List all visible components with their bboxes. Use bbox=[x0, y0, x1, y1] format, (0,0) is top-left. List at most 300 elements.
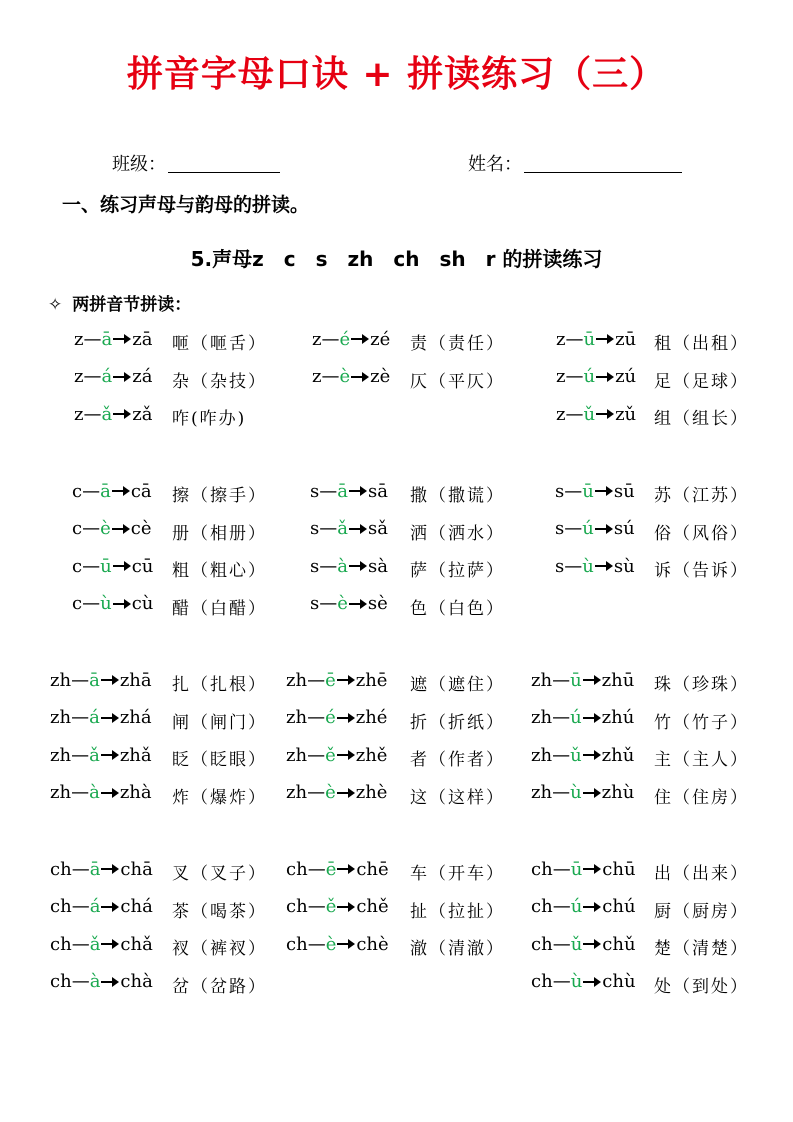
pinyin-formula bbox=[50, 700, 152, 736]
final-vowel: ù bbox=[570, 971, 583, 993]
join-dash: — bbox=[552, 782, 571, 804]
initial: s bbox=[310, 480, 320, 502]
final-vowel: ā bbox=[101, 328, 113, 350]
final-vowel: ù bbox=[100, 593, 112, 615]
character-word: 册（相册） bbox=[172, 523, 267, 544]
join-dash: — bbox=[307, 744, 326, 766]
initial: zh bbox=[531, 782, 553, 804]
initial: z bbox=[312, 366, 322, 388]
join-dash: — bbox=[552, 971, 571, 993]
worksheet-title: 拼音字母口诀 + 拼读练习（三） bbox=[126, 54, 667, 95]
initial: s bbox=[555, 555, 565, 577]
arrow-icon bbox=[101, 754, 117, 756]
arrow-icon bbox=[583, 868, 599, 870]
pinyin-formula bbox=[286, 700, 387, 736]
character-word: 扯（拉扯） bbox=[410, 901, 505, 922]
initial: z bbox=[556, 328, 566, 350]
join-dash: — bbox=[564, 555, 583, 577]
syllable-result: sǎ bbox=[367, 518, 388, 540]
character-word: 楚（清楚） bbox=[654, 939, 749, 960]
arrow-icon bbox=[113, 338, 129, 340]
final-vowel: è bbox=[100, 518, 111, 540]
final-vowel: ū bbox=[582, 480, 594, 502]
initial: c bbox=[72, 518, 83, 540]
arrow-icon bbox=[101, 943, 117, 945]
pinyin-formula bbox=[531, 662, 634, 698]
initial: zh bbox=[286, 707, 308, 729]
pinyin-formula bbox=[531, 700, 634, 736]
final-vowel: ě bbox=[325, 744, 336, 766]
character-word: 者（作者） bbox=[410, 750, 505, 771]
arrow-icon bbox=[337, 754, 353, 756]
initial: c bbox=[72, 555, 83, 577]
class-input-line[interactable] bbox=[168, 172, 280, 173]
pinyin-formula bbox=[555, 511, 635, 547]
arrow-icon bbox=[113, 565, 129, 567]
join-dash: — bbox=[71, 782, 90, 804]
syllable-result: chá bbox=[120, 896, 153, 918]
join-dash: — bbox=[565, 328, 584, 350]
arrow-icon bbox=[101, 981, 117, 983]
initial: s bbox=[310, 593, 320, 615]
arrow-icon bbox=[113, 413, 129, 415]
syllable-result: chě bbox=[356, 896, 389, 918]
pinyin-formula bbox=[531, 964, 636, 1000]
character-word: 萨（拉萨） bbox=[410, 561, 505, 582]
final-vowel: ǔ bbox=[570, 933, 583, 955]
pinyin-formula bbox=[72, 586, 153, 622]
exercise-subtitle: 5.声母z c s zh ch sh r 的拼读练习 bbox=[190, 247, 603, 271]
initial: zh bbox=[286, 782, 308, 804]
pinyin-formula bbox=[50, 775, 152, 811]
final-vowel: ú bbox=[583, 366, 596, 388]
initial: ch bbox=[286, 933, 308, 955]
character-word: 珠（珍珠） bbox=[654, 675, 749, 695]
pinyin-formula bbox=[74, 321, 152, 357]
arrow-icon bbox=[595, 565, 611, 567]
initial: ch bbox=[531, 896, 553, 918]
character-word: 扎（扎根） bbox=[172, 675, 267, 695]
syllable-result: zhǎ bbox=[119, 744, 152, 766]
final-vowel: ū bbox=[570, 669, 582, 691]
character-word: 厨（厨房） bbox=[654, 901, 749, 922]
final-vowel: ā bbox=[337, 480, 348, 502]
four-point-star-icon: ✧ bbox=[48, 295, 63, 315]
syllable-result: chà bbox=[120, 971, 153, 993]
character-word: 处（到处） bbox=[654, 976, 749, 997]
arrow-icon bbox=[101, 906, 117, 908]
pinyin-formula bbox=[50, 737, 152, 773]
initial: zh bbox=[50, 669, 72, 691]
pinyin-formula bbox=[50, 964, 153, 1000]
syllable-result: cè bbox=[130, 518, 152, 540]
final-vowel: á bbox=[89, 707, 100, 729]
initial: c bbox=[72, 480, 83, 502]
pinyin-formula bbox=[531, 889, 636, 925]
initial: ch bbox=[286, 896, 308, 918]
syllable-result: chú bbox=[602, 896, 636, 918]
pinyin-formula bbox=[555, 473, 635, 509]
syllable-result: zhě bbox=[355, 744, 388, 766]
pinyin-formula bbox=[50, 851, 153, 887]
arrow-icon bbox=[337, 943, 353, 945]
initial: s bbox=[310, 518, 320, 540]
syllable-result: zhá bbox=[119, 707, 152, 729]
character-word: 岔（岔路） bbox=[172, 976, 267, 997]
pinyin-formula bbox=[72, 511, 151, 547]
arrow-icon bbox=[596, 413, 612, 415]
arrow-icon bbox=[112, 490, 128, 492]
initial: z bbox=[312, 328, 322, 350]
join-dash: — bbox=[82, 593, 101, 615]
final-vowel: ǎ bbox=[101, 403, 113, 425]
syllable-result: zhù bbox=[601, 782, 635, 804]
arrow-icon bbox=[583, 792, 599, 794]
character-word: 咂（咂舌） bbox=[172, 334, 267, 354]
character-word: 足（足球） bbox=[654, 371, 749, 392]
pinyin-formula bbox=[286, 775, 387, 811]
character-word: 炸（爆炸） bbox=[172, 787, 267, 808]
arrow-icon bbox=[583, 679, 599, 681]
syllable-result: chē bbox=[356, 858, 389, 880]
join-dash: — bbox=[319, 518, 338, 540]
initial: ch bbox=[50, 858, 72, 880]
syllable-result: chǔ bbox=[602, 933, 636, 955]
syllable-result: zū bbox=[615, 328, 637, 350]
pinyin-formula bbox=[556, 359, 636, 395]
syllable-result: chū bbox=[602, 858, 636, 880]
join-dash: — bbox=[307, 669, 326, 691]
final-vowel: è bbox=[339, 366, 351, 388]
final-vowel: ē bbox=[325, 669, 336, 691]
syllable-result: sú bbox=[613, 518, 635, 540]
pinyin-formula bbox=[556, 321, 636, 357]
arrow-icon bbox=[595, 490, 611, 492]
pinyin-formula bbox=[556, 396, 636, 432]
character-word: 眨（眨眼） bbox=[172, 750, 267, 771]
syllable-result: cū bbox=[131, 555, 154, 577]
join-dash: — bbox=[552, 669, 571, 691]
initial: zh bbox=[531, 744, 553, 766]
syllable-result: zhū bbox=[601, 669, 635, 691]
final-vowel: ù bbox=[582, 555, 594, 577]
final-vowel: ù bbox=[570, 782, 582, 804]
section-heading: 一、练习声母与韵母的拼读。 bbox=[62, 194, 310, 216]
pinyin-formula bbox=[286, 851, 389, 887]
bullet-text: 两拼音节拼读： bbox=[72, 295, 192, 315]
final-vowel: ǎ bbox=[337, 518, 348, 540]
syllable-result: cù bbox=[131, 593, 154, 615]
syllable-result: zǎ bbox=[132, 403, 153, 425]
character-word: 组（组长） bbox=[654, 409, 749, 430]
arrow-icon bbox=[112, 528, 128, 530]
final-vowel: ú bbox=[570, 707, 582, 729]
pinyin-formula bbox=[74, 396, 152, 432]
arrow-icon bbox=[337, 868, 353, 870]
final-vowel: è bbox=[325, 933, 337, 955]
final-vowel: ǎ bbox=[89, 933, 101, 955]
initial: ch bbox=[50, 896, 72, 918]
character-word: 诉（告诉） bbox=[654, 561, 749, 582]
character-word: 洒（洒水） bbox=[410, 523, 505, 544]
character-word: 撒（撒谎） bbox=[410, 486, 505, 506]
arrow-icon bbox=[113, 376, 129, 378]
syllable-result: zhà bbox=[119, 782, 152, 804]
initial: s bbox=[555, 518, 565, 540]
pinyin-formula bbox=[555, 548, 635, 584]
arrow-icon bbox=[337, 679, 353, 681]
join-dash: — bbox=[71, 858, 90, 880]
arrow-icon bbox=[349, 603, 365, 605]
character-word: 粗（粗心） bbox=[172, 561, 267, 582]
final-vowel: à bbox=[89, 971, 101, 993]
name-label: 姓名： bbox=[468, 154, 522, 175]
pinyin-formula bbox=[72, 473, 152, 509]
join-dash: — bbox=[82, 480, 101, 502]
character-word: 住（住房） bbox=[654, 787, 749, 808]
syllable-result: zé bbox=[370, 328, 391, 350]
pinyin-formula bbox=[531, 775, 634, 811]
initial: zh bbox=[531, 707, 553, 729]
syllable-result: zhú bbox=[601, 707, 635, 729]
syllable-result: sù bbox=[613, 555, 635, 577]
arrow-icon bbox=[101, 868, 117, 870]
initial: z bbox=[74, 328, 84, 350]
character-word: 色（白色） bbox=[410, 598, 505, 619]
character-word: 出（出来） bbox=[654, 864, 749, 884]
join-dash: — bbox=[83, 328, 102, 350]
arrow-icon bbox=[337, 717, 353, 719]
syllable-result: chā bbox=[120, 858, 153, 880]
join-dash: — bbox=[552, 744, 571, 766]
pinyin-formula bbox=[310, 511, 388, 547]
final-vowel: ú bbox=[570, 896, 583, 918]
character-word: 茶（喝茶） bbox=[172, 901, 267, 922]
name-input-line[interactable] bbox=[524, 172, 682, 173]
initial: z bbox=[556, 403, 566, 425]
arrow-icon bbox=[101, 679, 117, 681]
initial: zh bbox=[286, 744, 308, 766]
syllable-result: chè bbox=[356, 933, 389, 955]
initial: ch bbox=[531, 933, 553, 955]
final-vowel: ū bbox=[100, 555, 112, 577]
pinyin-formula bbox=[312, 321, 390, 357]
class-label: 班级： bbox=[112, 154, 166, 175]
join-dash: — bbox=[552, 707, 571, 729]
arrow-icon bbox=[349, 528, 365, 530]
initial: zh bbox=[50, 782, 72, 804]
character-word: 醋（白醋） bbox=[172, 598, 267, 619]
final-vowel: á bbox=[89, 896, 101, 918]
arrow-icon bbox=[583, 981, 599, 983]
final-vowel: ě bbox=[325, 896, 337, 918]
character-word: 俗（风俗） bbox=[654, 523, 749, 544]
arrow-icon bbox=[596, 338, 612, 340]
syllable-result: zè bbox=[370, 366, 391, 388]
pinyin-formula bbox=[72, 548, 153, 584]
join-dash: — bbox=[71, 669, 90, 691]
final-vowel: é bbox=[339, 328, 351, 350]
arrow-icon bbox=[583, 717, 599, 719]
final-vowel: à bbox=[337, 555, 348, 577]
final-vowel: ū bbox=[570, 858, 583, 880]
character-word: 叉（叉子） bbox=[172, 864, 267, 884]
join-dash: — bbox=[564, 518, 583, 540]
join-dash: — bbox=[321, 366, 340, 388]
join-dash: — bbox=[307, 858, 326, 880]
final-vowel: ē bbox=[325, 858, 337, 880]
join-dash: — bbox=[82, 518, 101, 540]
initial: ch bbox=[286, 858, 308, 880]
join-dash: — bbox=[71, 971, 90, 993]
final-vowel: ā bbox=[89, 858, 101, 880]
final-vowel: è bbox=[337, 593, 348, 615]
initial: c bbox=[72, 593, 83, 615]
character-word: 擦（擦手） bbox=[172, 486, 267, 506]
final-vowel: é bbox=[325, 707, 336, 729]
join-dash: — bbox=[307, 782, 326, 804]
pinyin-formula bbox=[50, 889, 153, 925]
syllable-result: zā bbox=[132, 328, 153, 350]
character-word: 竹（竹子） bbox=[654, 712, 749, 733]
pinyin-formula bbox=[286, 737, 387, 773]
character-word: 澈（清澈） bbox=[410, 939, 505, 960]
syllable-result: sū bbox=[613, 480, 635, 502]
syllable-result: sā bbox=[367, 480, 388, 502]
syllable-result: zú bbox=[615, 366, 637, 388]
syllable-result: zǔ bbox=[615, 403, 637, 425]
pinyin-formula bbox=[50, 662, 152, 698]
character-word: 咋(咋办) bbox=[172, 409, 247, 430]
join-dash: — bbox=[319, 555, 338, 577]
character-word: 仄（平仄） bbox=[410, 371, 505, 392]
arrow-icon bbox=[101, 717, 117, 719]
pinyin-formula bbox=[286, 889, 389, 925]
syllable-result: sè bbox=[367, 593, 388, 615]
initial: z bbox=[74, 366, 84, 388]
final-vowel: è bbox=[325, 782, 336, 804]
join-dash: — bbox=[565, 366, 584, 388]
join-dash: — bbox=[71, 933, 90, 955]
pinyin-formula bbox=[310, 548, 388, 584]
syllable-result: zhé bbox=[355, 707, 388, 729]
initial: zh bbox=[286, 669, 308, 691]
final-vowel: ā bbox=[100, 480, 111, 502]
initial: ch bbox=[531, 971, 553, 993]
initial: z bbox=[556, 366, 566, 388]
join-dash: — bbox=[307, 707, 326, 729]
initial: zh bbox=[50, 707, 72, 729]
arrow-icon bbox=[583, 943, 599, 945]
arrow-icon bbox=[337, 906, 353, 908]
final-vowel: ā bbox=[89, 669, 100, 691]
join-dash: — bbox=[71, 896, 90, 918]
character-word: 租（出租） bbox=[654, 334, 749, 354]
syllable-result: zhè bbox=[355, 782, 388, 804]
character-word: 闸（闸门） bbox=[172, 712, 267, 733]
pinyin-formula bbox=[310, 473, 388, 509]
syllable-result: zá bbox=[132, 366, 153, 388]
arrow-icon bbox=[101, 792, 117, 794]
final-vowel: ú bbox=[582, 518, 594, 540]
final-vowel: à bbox=[89, 782, 100, 804]
arrow-icon bbox=[349, 565, 365, 567]
initial: ch bbox=[50, 971, 72, 993]
character-word: 衩（裤衩） bbox=[172, 939, 267, 960]
final-vowel: ū bbox=[583, 328, 596, 350]
character-word: 这（这样） bbox=[410, 787, 505, 808]
pinyin-formula bbox=[50, 926, 153, 962]
character-word: 苏（江苏） bbox=[654, 486, 749, 506]
initial: zh bbox=[50, 744, 72, 766]
character-word: 折（折纸） bbox=[410, 712, 505, 733]
pinyin-formula bbox=[531, 926, 636, 962]
final-vowel: á bbox=[101, 366, 113, 388]
arrow-icon bbox=[596, 376, 612, 378]
pinyin-formula bbox=[312, 359, 390, 395]
initial: zh bbox=[531, 669, 553, 691]
join-dash: — bbox=[321, 328, 340, 350]
join-dash: — bbox=[319, 593, 338, 615]
pinyin-formula bbox=[286, 662, 387, 698]
syllable-result: chù bbox=[602, 971, 636, 993]
initial: z bbox=[74, 403, 84, 425]
join-dash: — bbox=[564, 480, 583, 502]
join-dash: — bbox=[307, 933, 326, 955]
syllable-result: zhǔ bbox=[601, 744, 635, 766]
character-word: 责（责任） bbox=[410, 334, 505, 354]
initial: s bbox=[555, 480, 565, 502]
arrow-icon bbox=[351, 338, 367, 340]
character-word: 杂（杂技） bbox=[172, 371, 267, 392]
initial: ch bbox=[50, 933, 72, 955]
syllable-result: sà bbox=[367, 555, 388, 577]
syllable-result: cā bbox=[130, 480, 152, 502]
join-dash: — bbox=[552, 933, 571, 955]
join-dash: — bbox=[71, 707, 90, 729]
arrow-icon bbox=[349, 490, 365, 492]
character-word: 主（主人） bbox=[654, 750, 749, 771]
join-dash: — bbox=[565, 403, 584, 425]
final-vowel: ǔ bbox=[570, 744, 582, 766]
join-dash: — bbox=[319, 480, 338, 502]
syllable-result: zhē bbox=[355, 669, 388, 691]
character-word: 遮（遮住） bbox=[410, 675, 505, 695]
final-vowel: ǎ bbox=[89, 744, 100, 766]
pinyin-formula bbox=[286, 926, 389, 962]
initial: ch bbox=[531, 858, 553, 880]
arrow-icon bbox=[351, 376, 367, 378]
pinyin-formula bbox=[310, 586, 388, 622]
join-dash: — bbox=[83, 403, 102, 425]
pinyin-formula bbox=[74, 359, 152, 395]
join-dash: — bbox=[552, 896, 571, 918]
arrow-icon bbox=[583, 906, 599, 908]
arrow-icon bbox=[583, 754, 599, 756]
arrow-icon bbox=[113, 603, 129, 605]
syllable-result: zhā bbox=[119, 669, 152, 691]
initial: s bbox=[310, 555, 320, 577]
join-dash: — bbox=[307, 896, 326, 918]
bullet-heading bbox=[48, 290, 191, 315]
pinyin-formula bbox=[531, 851, 636, 887]
character-word: 车（开车） bbox=[410, 864, 505, 884]
pinyin-formula bbox=[531, 737, 634, 773]
final-vowel: ǔ bbox=[583, 403, 596, 425]
join-dash: — bbox=[552, 858, 571, 880]
arrow-icon bbox=[337, 792, 353, 794]
syllable-result: chǎ bbox=[120, 933, 153, 955]
